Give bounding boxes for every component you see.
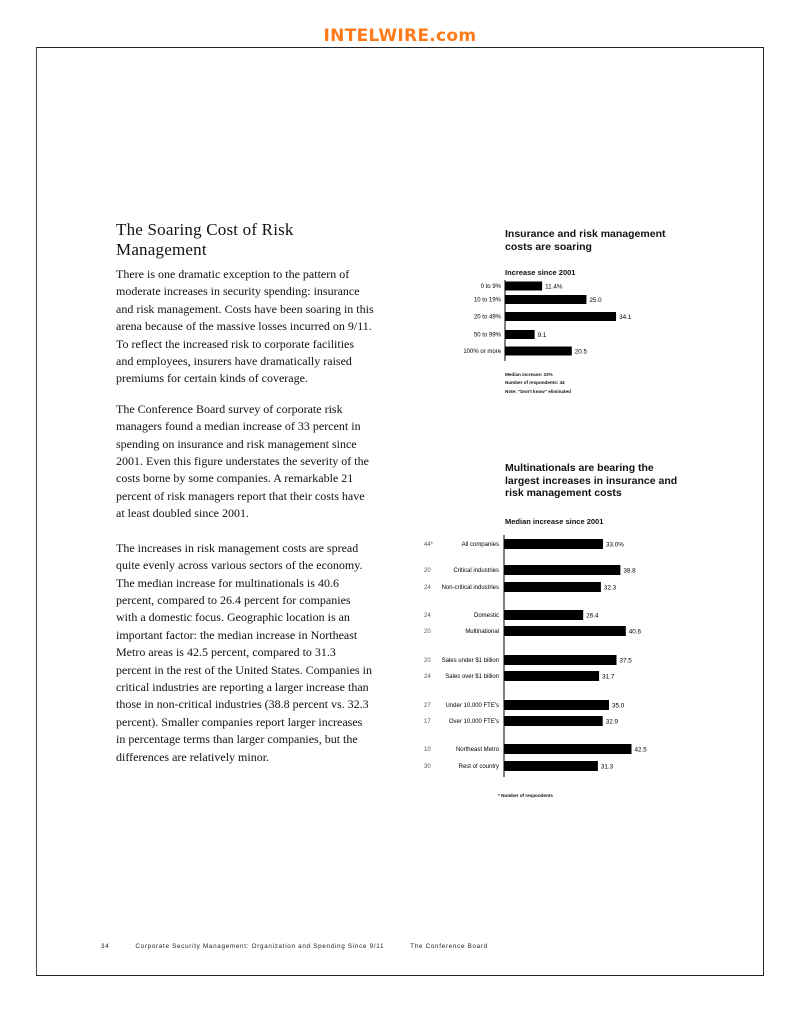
respondent-count: 27	[424, 703, 431, 710]
category-label: 10 to 19%	[473, 297, 501, 304]
category-label: 0 to 9%	[480, 284, 501, 291]
value-label: 38.8	[623, 567, 636, 575]
bar	[504, 700, 609, 710]
value-label: 37.5	[619, 657, 632, 665]
bar	[504, 626, 626, 636]
value-label: 40.6	[628, 628, 642, 636]
bar	[505, 347, 572, 356]
respondent-count: 20	[424, 568, 431, 575]
article-paragraph: The increases in risk management costs are spread quite evenly across various sectors of the economy. The median increase for multinationals is 40.6 percent, compared to 26.4 percent for companies with a domestic focus. Geographic location is an important factor: the median increase in Northeast Metro areas is 42.5 percent, compared to 31.3 percent in the rest of the United States. Companies in critical industries are reporting a larger increase than those in non-critical industries (38.8 percent vs. 32.3 percent). Smaller companies report larger increases in percentage terms than larger companies, but the differences are relatively minor.	[116, 540, 372, 764]
value-label: 33.0%	[606, 541, 624, 549]
respondent-count: 24	[424, 674, 431, 681]
bar	[504, 610, 583, 620]
category-label: Rest of country	[458, 764, 499, 771]
category-label: Northeast Metro	[455, 747, 499, 754]
bar	[504, 582, 601, 592]
respondent-count: 17	[424, 719, 431, 726]
bar	[504, 539, 603, 549]
bar	[505, 312, 616, 321]
category-label: Over 10,000 FTE's	[448, 719, 499, 726]
bar	[505, 282, 542, 291]
article-paragraph: There is one dramatic exception to the pattern of moderate increases in security spending: insurance and risk management. Costs have been soaring in this arena because of the massive losses incurred on 9/11. To reflect the increased risk to corporate facilities and employees, insurers have dramatically raised premiums for certain kinds of coverage.	[116, 267, 374, 386]
value-label: 35.0	[612, 702, 625, 710]
category-label: Sales over $1 billion	[445, 674, 499, 681]
category-label: 50 to 99%	[473, 332, 501, 339]
category-label: Non-critical industries	[441, 585, 499, 592]
bar	[504, 761, 598, 771]
category-label: 20 to 49%	[473, 314, 501, 321]
site-watermark[interactable]: INTELWIRE.com	[323, 26, 477, 46]
value-label: 34.1	[619, 314, 632, 322]
value-label: 25.0	[589, 297, 602, 305]
bar	[504, 744, 632, 754]
value-label: 32.3	[603, 584, 617, 592]
page-footer	[101, 943, 514, 950]
value-label: 9.1	[537, 332, 547, 340]
value-label: 31.3	[600, 763, 614, 771]
publication-title: Corporate Security Management: Organization and Spending Since 9/11	[135, 943, 385, 950]
respondent-count: 30	[424, 764, 431, 771]
respondent-count: 20	[424, 658, 431, 665]
article-title: The Soaring Cost of Risk Management	[116, 220, 294, 259]
value-label: 26.4	[586, 612, 599, 620]
category-label: 100% or more	[463, 349, 501, 356]
publisher-name: The Conference Board	[410, 943, 488, 950]
chart-note: Note: "Don't know" eliminated	[505, 388, 571, 394]
chart-title: Insurance and risk management costs are soaring	[505, 228, 666, 253]
value-label: 20.5	[574, 348, 588, 356]
category-label: Sales under $1 billion	[441, 658, 499, 665]
category-label: Domestic	[473, 613, 499, 620]
value-label: 32.9	[605, 718, 618, 726]
category-label: Under 10,000 FTE's	[445, 703, 499, 710]
chart-subtitle: Increase since 2001	[505, 268, 576, 277]
chart-note: Number of respondents: 44	[505, 380, 565, 386]
category-label: Critical industries	[453, 568, 499, 575]
value-label: 11.4%	[545, 283, 563, 291]
chart-subtitle: Median increase since 2001	[505, 517, 604, 526]
chart-note: Median increase: 33%	[505, 372, 553, 377]
respondent-count: 20	[424, 629, 431, 636]
bar	[505, 295, 586, 304]
value-label: 42.5	[634, 746, 647, 754]
page-number: 34	[101, 943, 110, 950]
bar	[505, 330, 535, 339]
chart-title: Multinationals are bearing the largest increases in insurance and risk management costs	[505, 462, 678, 499]
value-label: 31.7	[602, 673, 615, 681]
respondent-count: 24	[424, 585, 431, 592]
respondent-count: 24	[424, 613, 431, 620]
bar	[504, 655, 617, 665]
bar	[504, 565, 620, 575]
bar	[504, 716, 603, 726]
respondent-count: 44*	[424, 542, 434, 549]
category-label: All companies	[461, 542, 499, 549]
article-paragraph: The Conference Board survey of corporate risk managers found a median increase of 33 percent in spending on insurance and risk management since 2001. Even this figure understates the severity of the costs borne by some companies. A remarkable 21 percent of risk managers report that their costs have at least doubled since 2001.	[116, 401, 369, 521]
chart-footnote: * Number of respondents	[498, 793, 553, 798]
bar	[504, 671, 599, 681]
category-label: Multinational	[465, 629, 499, 636]
respondent-count: 10	[424, 747, 431, 754]
